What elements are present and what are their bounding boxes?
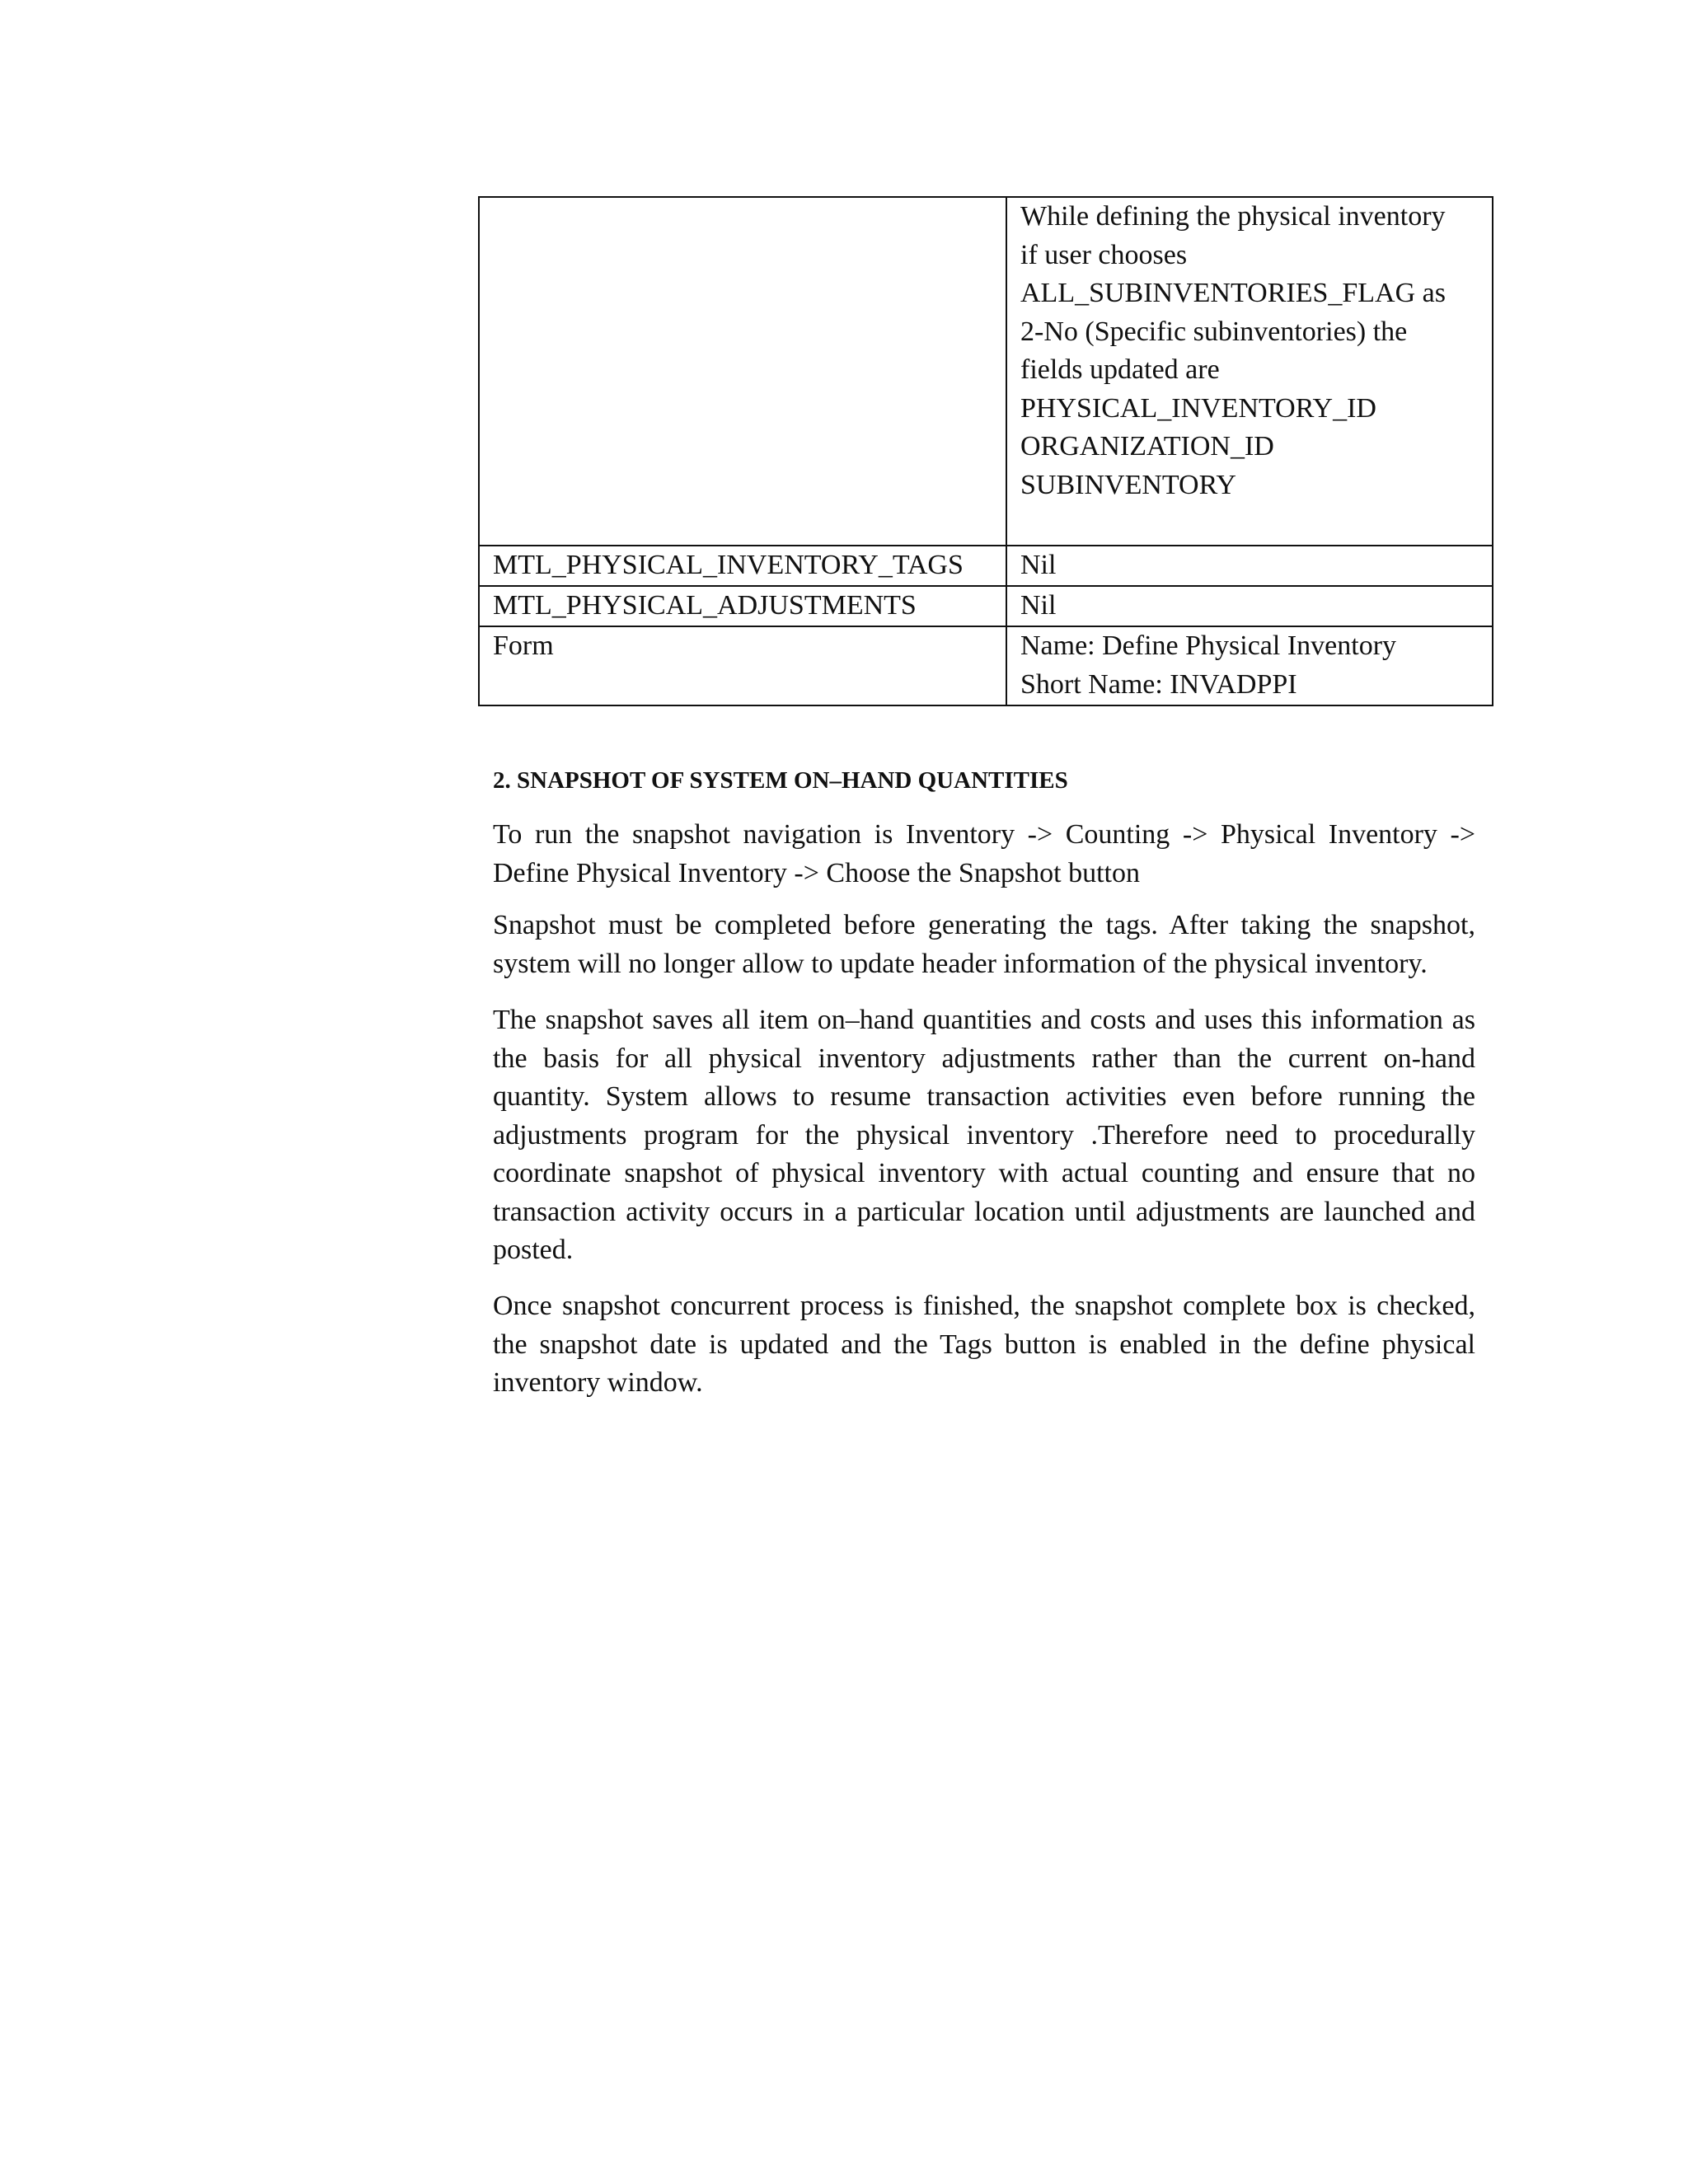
cell-line: SUBINVENTORY [1020,469,1236,500]
table-cell-name: MTL_PHYSICAL_INVENTORY_TAGS [479,546,1006,586]
tables-table [478,196,1493,706]
cell-line: While defining the physical inventory [1020,201,1446,232]
table-cell-value [1006,626,1493,705]
cell-line: PHYSICAL_INVENTORY_ID [1020,392,1376,424]
table-row [479,197,1493,546]
table-cell-value: Nil [1006,586,1493,626]
table-row [479,586,1493,626]
cell-line: Short Name: INVADPPI [1020,668,1297,700]
paragraph-snapshot-details: The snapshot saves all item on–hand quantities and costs and uses this information as the basis for all physical inventory adjustments rather than the current on-hand quantity. System allows to resume transaction activities even before running the adjustments program for the physical inventory .Therefore need to procedurally coordinate snapshot of physical inventory with actual counting and ensure that no transaction activity occurs in a particular location until adjustments are launched and posted. [493,1005,1475,1265]
table-cell-empty [479,197,1006,546]
paragraph-snapshot-requirement: Snapshot must be completed before generating the tags. After taking the snapshot, system will no longer allow to update header information of the physical inventory. [493,910,1475,979]
paragraph-snapshot-completion: Once snapshot concurrent process is finished, the snapshot complete box is checked, the snapshot date is updated and the Tags button is enabled in the define physical inventory window. [493,1291,1475,1398]
table-row [479,626,1493,705]
table-cell-name: Form [479,626,1006,705]
table-row [479,546,1493,586]
cell-line: ALL_SUBINVENTORIES_FLAG as [1020,278,1446,308]
cell-line: fields updated are [1020,354,1220,385]
cell-line: 2-No (Specific subinventories) the [1020,316,1408,347]
table-cell-name: MTL_PHYSICAL_ADJUSTMENTS [479,586,1006,626]
section-heading: 2. SNAPSHOT OF SYSTEM ON–HAND QUANTITIES [493,767,1068,794]
table-cell-value: Nil [1006,546,1493,586]
paragraph-navigation: To run the snapshot navigation is Inventory -> Counting -> Physical Inventory -> Define Physical Inventory -> Choose the Snapshot button [493,819,1475,888]
table-cell-description [1006,197,1493,546]
cell-line: Name: Define Physical Inventory [1020,630,1397,661]
cell-line: ORGANIZATION_ID [1020,431,1274,462]
cell-line: if user chooses [1020,239,1188,270]
